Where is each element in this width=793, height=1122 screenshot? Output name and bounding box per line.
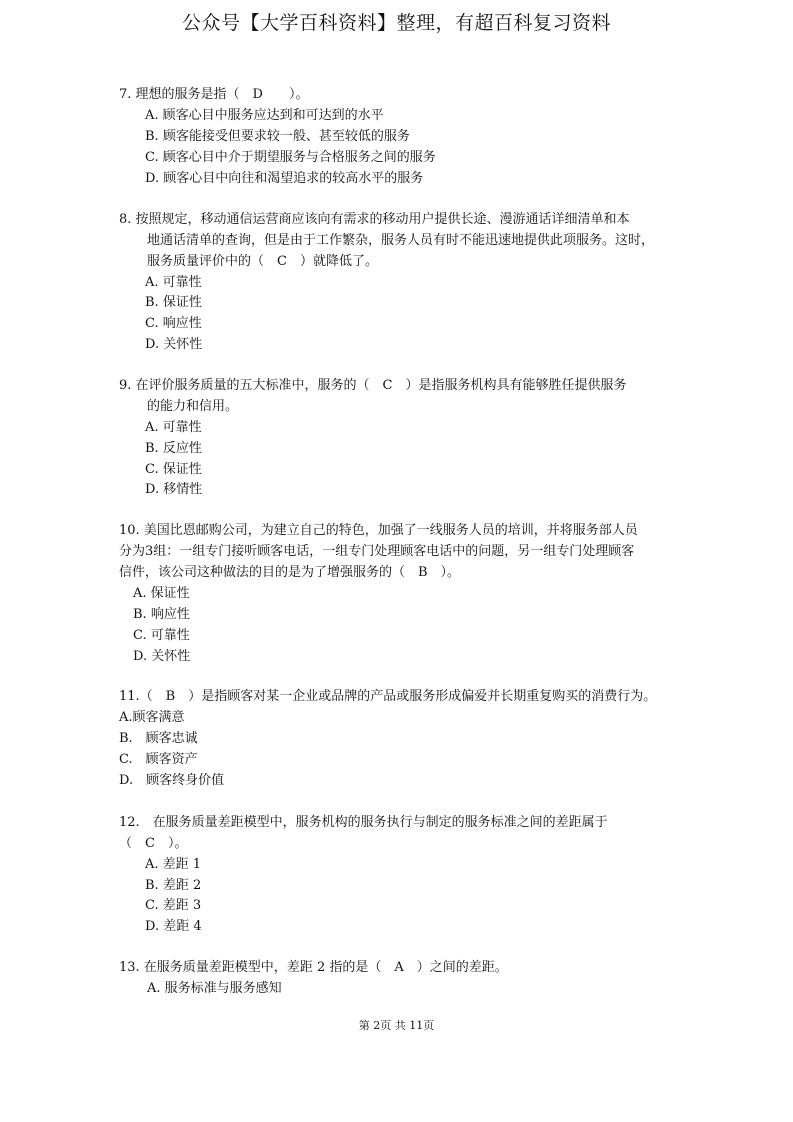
option-b: B. 反应性 <box>145 441 202 456</box>
option-c: C. 可靠性 <box>133 628 190 643</box>
page-number: 第 2页 共 11页 <box>358 1019 435 1032</box>
question-stem-continued: 服务质量评价中的（ C ）就降低了。 <box>147 254 378 269</box>
question-stem-continued: 的能力和信用。 <box>147 399 239 414</box>
option-a: A. 差距 1 <box>145 857 202 872</box>
document-header: 公众号【大学百科资料】整理，有超百科复习资料 <box>181 12 611 34</box>
option-a: A. 服务标准与服务感知 <box>147 981 282 996</box>
question-stem-continued: 地通话清单的查询，但是由于工作繁杂，服务人员有时不能迅速地提供此项服务。这时， <box>147 233 655 248</box>
question-stem: 11.（ B ）是指顾客对某一企业或品牌的产品或服务形成偏爱并长期重复购买的消费行为。 <box>119 689 657 704</box>
option-a: A. 可靠性 <box>145 275 202 290</box>
option-c: C. 顾客资产 <box>119 752 198 767</box>
option-a: A.顾客满意 <box>119 710 185 725</box>
option-a: A. 保证性 <box>133 586 190 601</box>
option-c: C. 保证性 <box>145 462 202 477</box>
option-d: D. 差距 4 <box>145 919 202 934</box>
option-d: D. 关怀性 <box>133 649 191 664</box>
option-b: B. 顾客忠诚 <box>119 731 198 746</box>
option-c: C. 响应性 <box>145 316 202 331</box>
question-stem: 7. 理想的服务是指（ D ）。 <box>119 87 309 102</box>
option-d: D. 移情性 <box>145 482 203 497</box>
question-stem-continued: （ C ）。 <box>119 836 188 851</box>
question-stem: 10. 美国比恩邮购公司，为建立自己的特色，加强了一线服务人员的培训，并将服务部人员 <box>119 523 638 538</box>
question-stem: 13. 在服务质量差距模型中，差距 2 指的是（ A ）之间的差距。 <box>119 960 508 975</box>
option-d: D. 关怀性 <box>145 337 203 352</box>
question-stem: 12. 在服务质量差距模型中，服务机构的服务执行与制定的服务标准之间的差距属于 <box>119 815 608 830</box>
option-c: C. 差距 3 <box>145 898 202 913</box>
option-b: B. 响应性 <box>133 607 190 622</box>
question-stem-continued: 分为3组：一组专门接听顾客电话，一组专门处理顾客电话中的问题，另一组专门处理顾客 <box>119 544 635 559</box>
option-d: D. 顾客心目中向往和渴望追求的较高水平的服务 <box>145 171 424 186</box>
question-stem: 9. 在评价服务质量的五大标准中，服务的（ C ）是指服务机构具有能够胜任提供服务 <box>119 378 627 393</box>
option-b: B. 保证性 <box>145 295 202 310</box>
option-d: D. 顾客终身价值 <box>119 773 225 788</box>
option-b: B. 差距 2 <box>145 878 202 893</box>
option-b: B. 顾客能接受但要求较一般、甚至较低的服务 <box>145 129 410 144</box>
option-a: A. 顾客心目中服务应达到和可达到的水平 <box>145 108 384 123</box>
question-stem-continued: 信件，该公司这种做法的目的是为了增强服务的（ B ）。 <box>119 565 461 580</box>
option-a: A. 可靠性 <box>145 420 202 435</box>
option-c: C. 顾客心目中介于期望服务与合格服务之间的服务 <box>145 150 436 165</box>
question-stem: 8. 按照规定，移动通信运营商应该向有需求的移动用户提供长途、漫游通话详细清单和本 <box>119 212 630 227</box>
